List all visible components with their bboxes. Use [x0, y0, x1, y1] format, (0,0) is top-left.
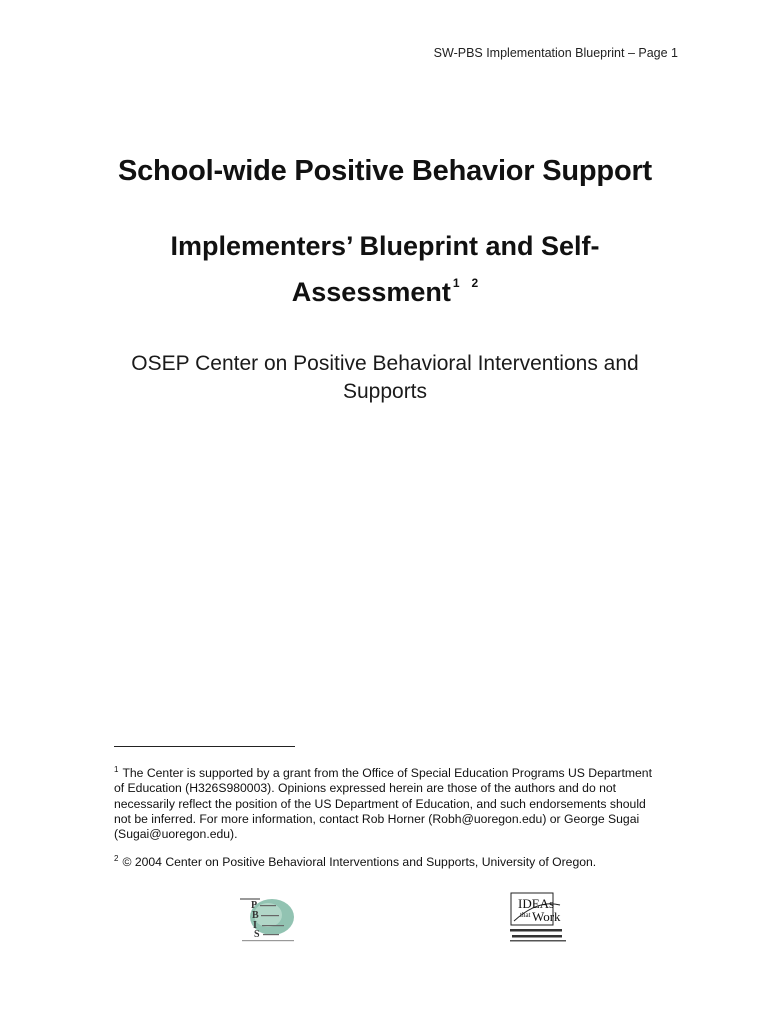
organization-line-2: Supports	[342, 380, 428, 403]
pbis-letter-p: P	[251, 900, 258, 911]
footnote-1-line: not be inferred. For more information, contact Rob Horner (Robh@uoregon.edu) or George Sugai	[114, 811, 640, 826]
footnote-1-line: (Sugai@uoregon.edu).	[114, 827, 238, 842]
footnote-1-line: of Education (H326S980003). Opinions expressed herein are those of the authors and do not	[114, 781, 617, 796]
footnote-ref-1[interactable]: 1	[452, 276, 460, 290]
pbis-letter-s: S	[254, 929, 260, 940]
organization-name	[0, 350, 770, 406]
footnote-separator	[114, 746, 295, 747]
subtitle-line-2-text: Assessment	[291, 277, 451, 307]
pbis-logo-icon	[238, 893, 300, 943]
footnote-1-line	[114, 762, 674, 781]
pbis-letter-i: I	[253, 920, 257, 931]
footnote-2-text: © 2004 Center on Positive Behavioral Interventions and Supports, University of Oregon.	[122, 855, 597, 869]
subtitle-line-1: Implementers’ Blueprint and Self-	[170, 231, 600, 261]
ideas-word: IDEAs	[518, 896, 555, 911]
ideas-that-work-icon	[508, 891, 568, 943]
subtitle-line-2	[0, 265, 770, 311]
footnote-2	[114, 851, 674, 870]
footnote-ref-2[interactable]: 2	[471, 276, 479, 290]
document-title: School-wide Positive Behavior Support	[117, 155, 652, 187]
document-subtitle	[0, 228, 770, 311]
footnote-2-mark: 2	[114, 854, 119, 863]
ideas-that-work-logo	[508, 891, 568, 943]
pbis-letter-b: B	[252, 910, 259, 921]
running-header: SW-PBS Implementation Blueprint – Page 1	[433, 46, 678, 60]
footnote-1	[114, 762, 674, 842]
footnote-1-line: necessarily reflect the position of the US Department of Education, and such endorsements should	[114, 796, 646, 811]
that-word: that	[520, 911, 531, 919]
organization-line-1: OSEP Center on Positive Behavioral Interventions and	[131, 352, 639, 375]
work-word: Work	[532, 909, 561, 924]
pbis-logo	[238, 893, 300, 943]
footnote-1-text: The Center is supported by a grant from the Office of Special Education Programs US Department	[122, 766, 652, 780]
footnote-1-mark: 1	[114, 765, 119, 774]
